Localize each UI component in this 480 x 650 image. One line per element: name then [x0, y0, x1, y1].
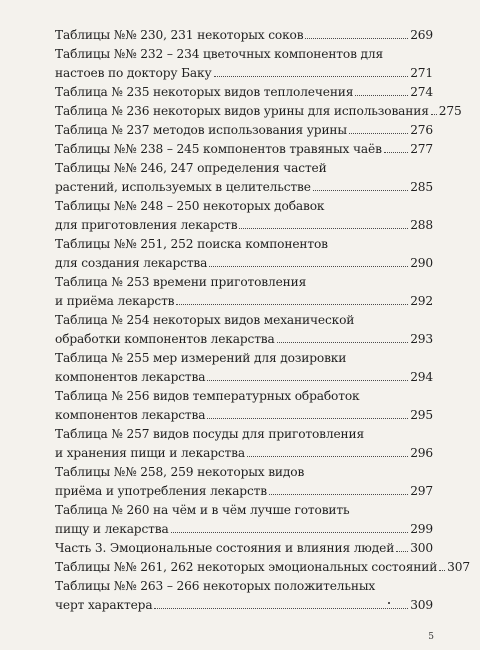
toc-entry-title: Таблицы №№ 263 – 266 некоторых положительных [55, 579, 376, 593]
dot-leader [396, 550, 408, 552]
toc-entry [55, 45, 433, 83]
table-of-contents [55, 26, 470, 615]
toc-entry-title: растений, используемых в целительстве [55, 180, 311, 194]
toc-entry-title: компонентов лекарства [55, 408, 206, 422]
toc-entry-page: 274 [410, 85, 433, 99]
toc-entry-line [55, 501, 433, 520]
toc-entry [55, 539, 433, 558]
toc-entry-line [55, 83, 433, 102]
toc-entry-page: 285 [410, 180, 433, 194]
toc-entry [55, 425, 433, 463]
toc-entry-title: обработки компонентов лекарства [55, 332, 275, 346]
toc-entry-page: 296 [410, 446, 433, 460]
toc-entry-page: 292 [410, 294, 433, 308]
toc-entry-page: 294 [410, 370, 433, 384]
toc-entry-title: Таблица № 254 некоторых видов механической [55, 313, 355, 327]
toc-entry-line [55, 463, 433, 482]
toc-entry-title: Таблица № 256 видов температурных обработок [55, 389, 360, 403]
toc-entry-line [55, 539, 433, 558]
dot-leader [209, 265, 408, 267]
dot-leader [247, 455, 408, 457]
toc-entry-line [55, 406, 433, 425]
toc-entry-page: 271 [410, 66, 433, 80]
toc-entry-page: 290 [410, 256, 433, 270]
toc-entry-line [55, 197, 433, 216]
toc-entry [55, 159, 433, 197]
toc-entry-page: 307 [447, 560, 470, 574]
toc-entry-page: 277 [410, 142, 433, 156]
toc-entry [55, 83, 433, 102]
toc-entry [55, 26, 433, 45]
toc-entry-title: Таблица № 236 некоторых видов урины для использования [55, 104, 429, 118]
dot-leader [171, 531, 409, 533]
toc-entry [55, 558, 470, 577]
toc-entry [55, 387, 433, 425]
toc-entry-page: 288 [410, 218, 433, 232]
toc-entry-line [55, 425, 433, 444]
dot-leader [384, 151, 408, 153]
toc-entry-title: Таблицы №№ 261, 262 некоторых эмоциональных состояний [55, 560, 438, 574]
toc-entry [55, 140, 433, 159]
dot-leader [214, 75, 409, 77]
print-speck [388, 602, 390, 604]
toc-entry-line [55, 102, 462, 121]
toc-entry-line [55, 387, 433, 406]
toc-entry-title: приёма и употребления лекарств [55, 484, 267, 498]
toc-entry-title: и хранения пищи и лекарства [55, 446, 245, 460]
toc-entry-line [55, 368, 433, 387]
toc-entry-page: 276 [410, 123, 433, 137]
toc-entry-title: Таблицы №№ 258, 259 некоторых видов [55, 465, 305, 479]
toc-entry-line [55, 121, 433, 140]
toc-entry-title: Таблицы №№ 246, 247 определения частей [55, 161, 327, 175]
toc-entry-title: для приготовления лекарств [55, 218, 238, 232]
toc-entry-page: 275 [438, 104, 462, 118]
dot-leader [207, 417, 408, 419]
toc-entry-title: Таблицы №№ 238 – 245 компонентов травяных чаёв [55, 142, 382, 156]
toc-entry [55, 577, 433, 615]
toc-entry [55, 463, 433, 501]
toc-entry-line [55, 311, 433, 330]
toc-entry-title: и приёма лекарств [55, 294, 175, 308]
toc-entry-line [55, 140, 433, 159]
toc-entry-line [55, 596, 433, 615]
toc-entry-title: Часть 3. Эмоциональные состояния и влияния людей [55, 541, 395, 555]
toc-entry-line [55, 444, 433, 463]
dot-leader [277, 341, 409, 343]
toc-entry-title: для создания лекарства [55, 256, 208, 270]
toc-entry-line [55, 64, 433, 83]
toc-entry-page: 297 [410, 484, 433, 498]
toc-entry-line [55, 26, 433, 45]
toc-entry-line [55, 520, 433, 539]
dot-leader [431, 113, 437, 115]
toc-entry-line [55, 216, 433, 235]
toc-entry-title: Таблицы №№ 251, 252 поиска компонентов [55, 237, 328, 251]
toc-entry [55, 102, 462, 121]
toc-entry-line [55, 254, 433, 273]
toc-entry-title: пищу и лекарства [55, 522, 169, 536]
toc-entry-title: черт характера [55, 598, 153, 612]
toc-entry-title: Таблицы №№ 230, 231 некоторых соков [55, 28, 304, 42]
toc-entry-page: 295 [410, 408, 433, 422]
toc-entry [55, 501, 433, 539]
toc-entry-page: 300 [410, 541, 433, 555]
dot-leader [207, 379, 408, 381]
toc-entry [55, 311, 433, 349]
toc-entry-line [55, 235, 433, 254]
toc-entry-line [55, 577, 433, 596]
dot-leader [355, 94, 408, 96]
toc-entry [55, 121, 433, 140]
toc-entry-title: Таблица № 257 видов посуды для приготовления [55, 427, 365, 441]
toc-entry-line [55, 330, 433, 349]
dot-leader [439, 569, 445, 571]
toc-entry-title: Таблица № 255 мер измерений для дозировки [55, 351, 347, 365]
toc-entry-line [55, 45, 433, 64]
toc-entry-title: Таблица № 253 времени приготовления [55, 275, 307, 289]
toc-entry-line [55, 178, 433, 197]
dot-leader [305, 37, 408, 39]
dot-leader [269, 493, 408, 495]
toc-entry [55, 349, 433, 387]
toc-entry-title: Таблицы №№ 248 – 250 некоторых добавок [55, 199, 325, 213]
dot-leader [154, 607, 408, 609]
page-number: 5 [428, 632, 434, 642]
toc-entry-page: 293 [410, 332, 433, 346]
toc-entry-line [55, 292, 433, 311]
toc-entry-line [55, 349, 433, 368]
toc-entry [55, 235, 433, 273]
toc-entry-line [55, 558, 470, 577]
dot-leader [313, 189, 408, 191]
toc-entry-page: 299 [410, 522, 433, 536]
toc-entry [55, 273, 433, 311]
dot-leader [349, 132, 408, 134]
dot-leader [176, 303, 408, 305]
toc-entry-page: 309 [410, 598, 433, 612]
toc-entry-line [55, 273, 433, 292]
toc-entry [55, 197, 433, 235]
toc-entry-title: Таблицы №№ 232 – 234 цветочных компонентов для [55, 47, 384, 61]
toc-entry-title: Таблица № 235 некоторых видов теплолечения [55, 85, 354, 99]
toc-entry-title: настоев по доктору Баку [55, 66, 212, 80]
toc-entry-title: компонентов лекарства [55, 370, 206, 384]
dot-leader [239, 227, 408, 229]
toc-entry-line [55, 159, 433, 178]
toc-entry-line [55, 482, 433, 501]
toc-entry-title: Таблица № 237 методов использования урины [55, 123, 347, 137]
toc-entry-title: Таблица № 260 на чём и в чём лучше готовить [55, 503, 350, 517]
toc-entry-page: 269 [410, 28, 433, 42]
